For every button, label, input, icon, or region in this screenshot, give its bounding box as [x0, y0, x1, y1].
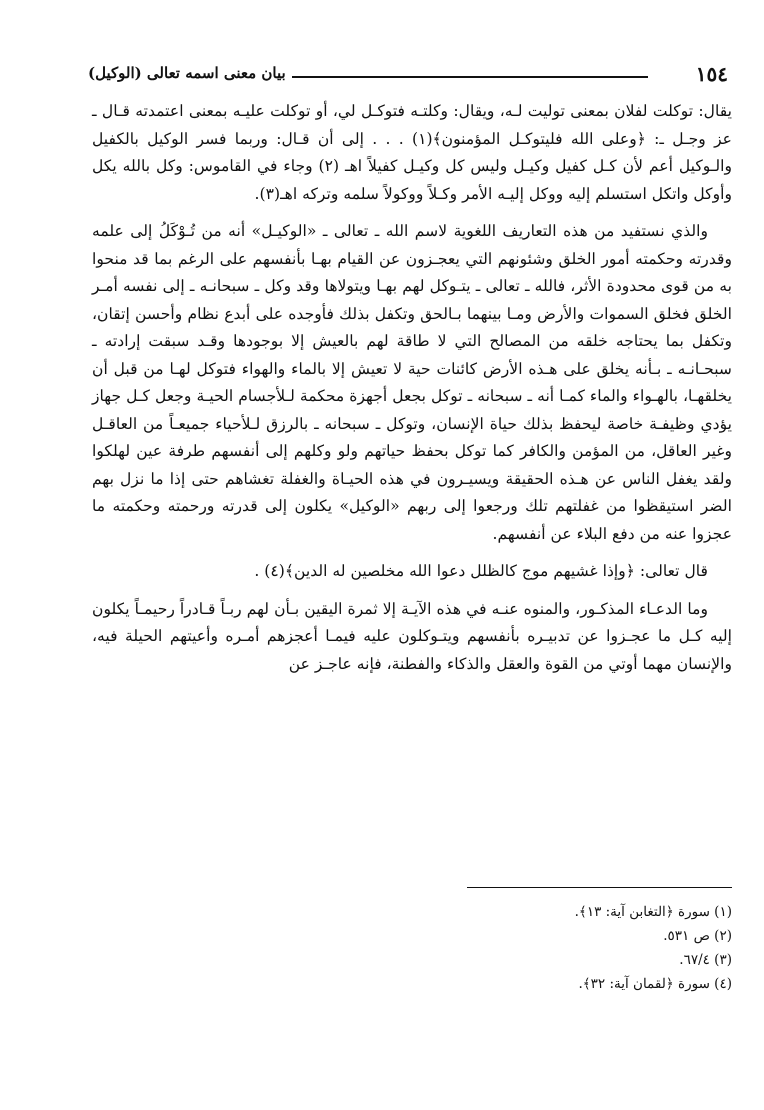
- body-text: [92, 98, 732, 688]
- paragraph: والذي نستفيد من هذه التعاريف اللغوية لاسم الله ـ تعالى ـ «الوكيـل» أنه من تُـوْكَلُ إلى علمه وقدرته وحكمته أمور الخلق وشئونهم التي يعجـزون عن القيام بهـا بأنفسهم على الرغم بما قد منحوا به من قوى محدودة الأثر، فالله ـ تعالى ـ يتـوكل لهم بهـا ويتولاها وقد وكل ـ سبحانـه ـ إلى نفسه أمـر الخلق فخلق السموات والأرض ومـا بينهما بـالحق وتكفل بذلك فأوجده على أبدع نظام وأحسن إتقان، وتكفل بما يحتاجه خلقه من المصالح التي لا طاقة لهم بالعيش إلا بوجودها وقـد سبقت إرادته ـ سبحـانـه ـ بـأنه يخلق على هـذه الأرض كائنات حية لا تعيش إلا بالماء والهواء فتوكل لهـا من قبل أن يخلقهـا، بالهـواء والماء كمـا أنه ـ سبحانه ـ توكل بجعل أجهزة محكمة لـلأجسام الحيـة وجعل كـل جهاز يؤدي وظيفـة خاصة ليحفظ بذلك حياة الإنسان، وتوكل ـ سبحانه ـ بالرزق لـلأحياء جميعـاً من العاقـل وغير العاقل، من المؤمن والكافر كما توكل بحفظ حياتهم ولو وكلهم إلى أنفسهم طرفة عين لهلكوا ولقد يغفل الناس عن هـذه الحقيقة ويسيـرون في هذه الحيـاة والغفلة تغشاهم حتى إذا ما نزل بهم الضر استيقظوا من غفلتهم تلك ورجعوا إلى ربهم «الوكيل» يكلون إلى قدرته ورحمته وحكمته ما عجزوا عنه من دفع البلاء عن أنفسهم.: [92, 222, 732, 543]
- footnote-separator: [467, 887, 732, 888]
- footnote: (٢) ص ٥٣١.: [663, 928, 732, 944]
- footnote: (١) سورة ﴿التغابن آية: ١٣﴾.: [574, 904, 732, 920]
- footnotes: [92, 900, 732, 996]
- page-header: [88, 62, 728, 92]
- quran-quote-paragraph: قال تعالى: ﴿وإذا غشيهم موج كالظلل دعوا الله مخلصين له الدين﴾(٤) .: [254, 562, 708, 580]
- paragraph: يقال: توكلت لفلان بمعنى توليت لـه، ويقال: وكلتـه فتوكـل لي، أو توكلت عليـه بمعنى اعتمدته قـال ـ عز وجـل ـ: ﴿وعلى الله فليتوكـل المؤمنون﴾(١) . . . إلى أن قـال: وربما فسر الوكيل بالكفيل والـوكيل أعم لأن كـل كفيل وكيـل وليس كل وكيـل كفيلاً اهـ (٢) وجاء في القاموس: وكل بالله يكل وأوكل واتكل استسلم إليه ووكل إليـه الأمر وكـلاً ووكولاً سلمه وتركه اهـ(٣).: [92, 102, 732, 203]
- page-number: ١٥٤: [690, 62, 728, 86]
- paragraph: وما الدعـاء المذكـور، والمنوه عنـه في هذه الآيـة إلا ثمرة اليقين بـأن لهم ربـاً قـادراً رحيمـاً يكلون إليه كـل ما عجـزوا عن تدبيـره بأنفسهم ويتـوكلون عليه فيمـا أعجزهم أمـره وأعيتهم الحيلة فيه، والإنسان مهما أوتي من القوة والعقل والذكاء والفطنة، فإنه عاجـز عن: [92, 599, 732, 673]
- page-title: بيان معنى اسمه تعالى (الوكيل): [88, 64, 292, 82]
- footnote: (٤) سورة ﴿لقمان آية: ٣٢﴾.: [578, 976, 732, 992]
- footnote: (٣) ٦٧/٤.: [679, 952, 732, 968]
